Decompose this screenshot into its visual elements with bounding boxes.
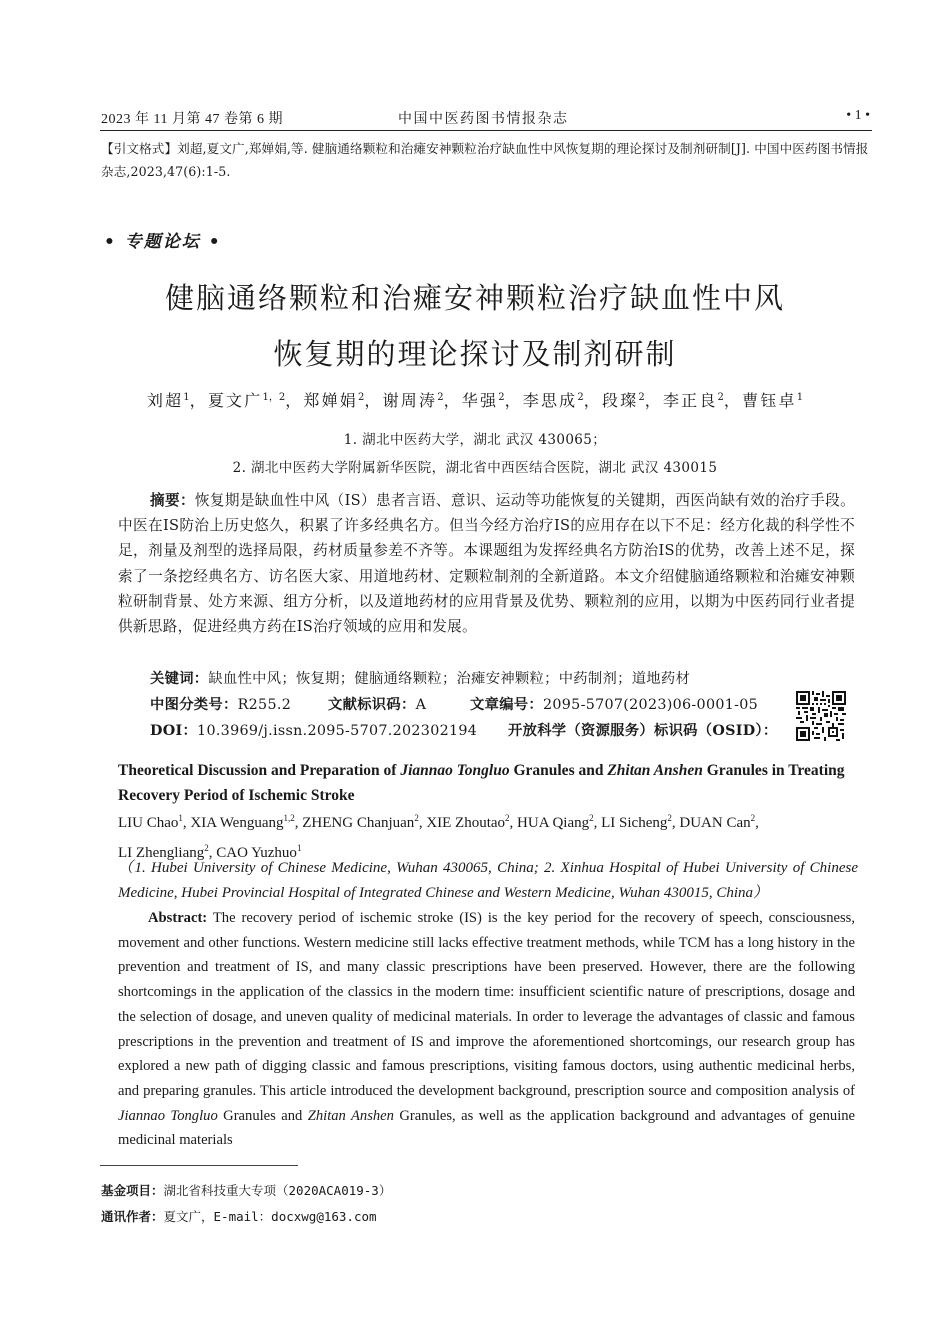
author-affiliation-mark: 1,2 bbox=[283, 813, 295, 823]
clc-label: 中图分类号： bbox=[150, 697, 238, 713]
english-title-part: Jiannao Tongluo bbox=[400, 762, 510, 779]
citation-format: 【引文格式】刘超,夏文广,郑婵娟,等. 健脑通络颗粒和治瘫安神颗粒治疗缺血性中风恢复期的理论探讨及制剂研制[J]. 中国中医药图书情报杂志,2023,47(6):1-5. bbox=[101, 141, 869, 179]
author: 谢周涛 bbox=[382, 391, 438, 410]
keywords-text: 缺血性中风；恢复期；健脑通络颗粒；治瘫安神颗粒；中药制剂；道地药材 bbox=[208, 671, 691, 687]
affiliation-1: 1. 湖北中医药大学，湖北 武汉 430065； bbox=[343, 432, 607, 448]
header-rule bbox=[100, 130, 872, 131]
author: LI Sicheng bbox=[601, 815, 668, 831]
author-affiliation-mark: 2 bbox=[358, 392, 365, 403]
author: 李思成 bbox=[522, 391, 578, 410]
corresponding-text: 夏文广，E-mail：docxwg@163.com bbox=[163, 1209, 377, 1224]
author: XIE Zhoutao bbox=[426, 815, 506, 831]
author: 夏文广 bbox=[207, 391, 263, 410]
author: 李正良 bbox=[662, 391, 718, 410]
osid-label bbox=[508, 720, 777, 740]
author: 郑婵娟 bbox=[303, 391, 359, 410]
funding-label: 基金项目： bbox=[101, 1183, 164, 1198]
doi-link[interactable]: 10.3969/j.issn.2095-5707.202302194 bbox=[197, 723, 478, 739]
author: ZHENG Chanjuan bbox=[302, 815, 415, 831]
footnote-rule bbox=[100, 1165, 298, 1166]
article-number-label: 文章编号： bbox=[470, 697, 543, 713]
author: LI Zhengliang bbox=[118, 845, 205, 861]
funding-note bbox=[101, 1181, 391, 1199]
english-affiliation: （1. Hubei University of Chinese Medicine, Wuhan 430065, China; 2. Xinhua Hospital of Hubei University of Chinese Medicine, Hubei Provincial Hospital of Integrated Chinese and Western Medicine, Wuhan 430015, China） bbox=[118, 860, 858, 901]
keywords bbox=[150, 668, 690, 688]
english-title-part: Zhitan Anshen bbox=[607, 762, 703, 779]
affiliation-2: 2. 湖北中医药大学附属新华医院，湖北省中西医结合医院，湖北 武汉 430015 bbox=[232, 460, 718, 476]
abstract-zh-text: 恢复期是缺血性中风（IS）患者言语、意识、运动等功能恢复的关键期，西医尚缺有效的治疗手段。中医在IS防治上历史悠久，积累了许多经典名方。但当今经方治疗IS的应用存在以下不足：经方化裁的科学性不足，剂量及剂型的选择局限，药材质量参差不齐等。本课题组为发挥经典名方防治IS的优势，改善上述不足，探索了一条挖经典名方、访名医大家、用道地药材、定颗粒制剂的全新道路。本文介绍健脑通络颗粒和治瘫安神颗粒研制背景、处方来源、组方分析，以及道地药材的应用背景及优势、颗粒剂的应用，以期为中医药同行业者提供新思路，促进经典方药在IS治疗领域的应用和发展。 bbox=[118, 492, 855, 636]
running-header-journal: 中国中医药图书情报杂志 bbox=[398, 111, 569, 127]
author-affiliation-mark: 2 bbox=[589, 813, 594, 823]
osid-label-text: 开放科学（资源服务）标识码（OSID）： bbox=[508, 723, 778, 739]
author: 华强 bbox=[461, 391, 499, 410]
author-affiliation-mark: 2 bbox=[204, 843, 209, 853]
author: 刘超 bbox=[146, 391, 184, 410]
author-affiliation-mark: 2 bbox=[717, 392, 724, 403]
document-code-value: A bbox=[415, 697, 427, 713]
author: 曹钰卓 bbox=[742, 391, 797, 410]
author-affiliation-mark: 2 bbox=[577, 392, 584, 403]
author-affiliation-mark: 2 bbox=[638, 392, 645, 403]
abstract-en-text: The recovery period of ischemic stroke (IS) is the key period for the recovery of speech, consciousness, movement and other functions. Western medicine still lacks effective treatment methods, while TCM has a long history in the prevention and treatment of IS, and many classic prescriptions have been preserved. However, there are the following shortcomings in the application of the classics in the modern time: insufficient scientific nature of prescriptions, dosage and the selection of dosage, and uneven quality of medicinal materials. In order to leverage the advantages of classic and famous prescriptions in the prevention and treatment of IS and improve the aforementioned shortcomings, our research group has explored a new path of digging classic and famous prescriptions, visiting famous doctors, using authentic medicinal herbs, and preparing granules. This article introduced the development background, prescription source and composition analysis of bbox=[118, 910, 855, 1099]
corresponding-label: 通讯作者： bbox=[101, 1209, 164, 1224]
abstract-en-label: Abstract: bbox=[148, 910, 208, 926]
author-affiliation-mark: 1 bbox=[296, 843, 302, 853]
abstract-en bbox=[118, 906, 855, 1153]
corresponding-author bbox=[101, 1207, 377, 1225]
paper-title-line2: 恢复期的理论探讨及制剂研制 bbox=[273, 337, 677, 371]
doi-label: DOI： bbox=[150, 723, 198, 739]
document-code bbox=[328, 694, 426, 714]
author-affiliation-mark: 2 bbox=[667, 813, 672, 823]
abstract-en-text: Granules and bbox=[217, 1107, 308, 1124]
author-affiliation-mark: 1 bbox=[183, 392, 190, 403]
osid-qr-code[interactable] bbox=[796, 691, 846, 741]
page-number: • 1 • bbox=[846, 108, 870, 123]
author-affiliation-mark: 2 bbox=[437, 392, 444, 403]
abstract-en-text: Jiannao Tongluo bbox=[118, 1107, 218, 1124]
english-title-part: Granules in Treating Recovery Period of Ischemic Stroke bbox=[118, 762, 845, 804]
author-affiliation-mark: 2 bbox=[505, 813, 510, 823]
author-affiliation-mark: 1，2 bbox=[262, 392, 286, 403]
english-title-part: Granules and bbox=[509, 762, 608, 779]
article-number bbox=[470, 694, 758, 714]
author: 段璨 bbox=[601, 391, 639, 410]
abstract-en-text: Zhitan Anshen bbox=[307, 1107, 394, 1124]
author: CAO Yuzhuo bbox=[216, 845, 297, 861]
author: DUAN Can bbox=[679, 815, 751, 831]
clc-value: R255.2 bbox=[237, 697, 292, 713]
keywords-label: 关键词： bbox=[150, 671, 209, 687]
author-affiliation-mark: 2 bbox=[750, 813, 756, 823]
column-tag: • 专题论坛 • bbox=[104, 232, 222, 252]
english-title-part: Theoretical Discussion and Preparation of bbox=[118, 762, 401, 779]
author-list: 刘超$^1$，夏文广$^{1,2}$，郑婵娟$^2$，谢周涛$^2$，华强$^2$，李思成$^2$，段璨$^2$，李正良$^2$，曹钰卓$^1$ bbox=[146, 391, 804, 410]
abstract-zh bbox=[118, 488, 855, 639]
clc-number bbox=[150, 694, 291, 714]
english-title bbox=[118, 758, 858, 808]
paper-title-line1: 健脑通络颗粒和治瘫安神颗粒治疗缺血性中风 bbox=[164, 281, 785, 315]
funding-text: 湖北省科技重大专项（2020ACA019-3） bbox=[163, 1183, 392, 1198]
author: XIA Wenguang bbox=[190, 815, 284, 831]
author: LIU Chao bbox=[118, 815, 179, 831]
author-affiliation-mark: 2 bbox=[498, 392, 505, 403]
english-author-list: LIU Chao$^1$, XIA Wenguang$^{1,2}$, ZHENG Chanjuan$^2$, XIE Zhoutao$^2$, HUA Qiang$^2$, LI Sicheng$^2$, DUAN Can$^2$, LI Zhengliang$^2$, CAO Yuzhuo$^1$ bbox=[118, 813, 759, 861]
article-number-value: 2095-5707(2023)06-0001-05 bbox=[542, 697, 759, 713]
author-affiliation-mark: 2 bbox=[414, 813, 419, 823]
abstract-zh-label: 摘要： bbox=[150, 492, 195, 509]
abstract-en-text: Granules, as well as the application background and advantages of genuine medicinal materials bbox=[118, 1107, 856, 1149]
author-affiliation-mark: 1 bbox=[178, 813, 183, 823]
document-code-label: 文献标识码： bbox=[328, 697, 416, 713]
doi bbox=[150, 720, 477, 740]
author-affiliation-mark: 1 bbox=[796, 392, 804, 403]
running-header-issue: 2023 年 11 月第 47 卷第 6 期 bbox=[101, 112, 283, 127]
author: HUA Qiang bbox=[517, 815, 590, 831]
